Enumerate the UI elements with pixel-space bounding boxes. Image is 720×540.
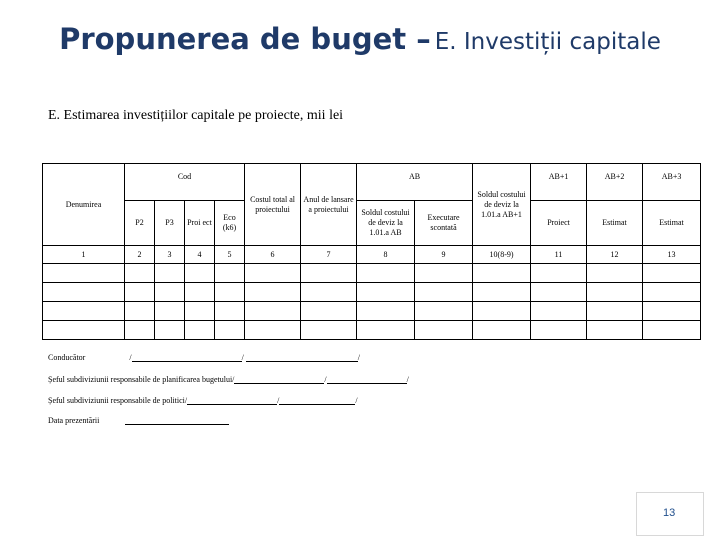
column-number: 13: [643, 246, 701, 264]
header-ab: AB: [357, 164, 473, 201]
column-number: 8: [357, 246, 415, 264]
header-estimat-ab2: Estimat: [587, 201, 643, 246]
column-number: 4: [185, 246, 215, 264]
signature-blank: [234, 374, 324, 384]
header-executare: Executare scontată: [415, 201, 473, 246]
column-number: 9: [415, 246, 473, 264]
column-number: 2: [125, 246, 155, 264]
footer-sef-politici-line: Șeful subdiviziunii responsabile de politici/ / /: [48, 396, 358, 405]
table-caption: E. Estimarea investițiilor capitale pe proiecte, mii lei: [48, 108, 344, 123]
header-proiect-cod: Proi ect: [185, 201, 215, 246]
footer-conducator-line: Conducător / / /: [48, 353, 361, 362]
signature-blank: [187, 395, 277, 405]
header-cod: Cod: [125, 164, 245, 201]
date-blank: [125, 415, 229, 425]
capital-investment-table: [42, 163, 701, 340]
header-p3: P3: [155, 201, 185, 246]
table-row: [43, 302, 701, 321]
column-number: 6: [245, 246, 301, 264]
page-number: 13: [663, 507, 676, 519]
name-blank: [246, 352, 358, 362]
header-anul-lansare: Anul de lansare a proiectului: [301, 164, 357, 246]
column-number: 12: [587, 246, 643, 264]
column-number-row: [43, 246, 701, 264]
header-soldul-ab: Soldul costului de deviz la 1.01.a AB: [357, 201, 415, 246]
title-section: E. Investiții capitale: [434, 29, 661, 55]
label-sef-planificare: Șeful subdiviziunii responsabile de planificarea bugetului: [48, 375, 233, 384]
footer-data-line: [48, 415, 229, 425]
header-ab2: AB+2: [587, 164, 643, 201]
signature-blank: [132, 352, 242, 362]
slide-title: [0, 22, 720, 56]
header-costul-total: Costul total al proiectului: [245, 164, 301, 246]
header-ab3: AB+3: [643, 164, 701, 201]
header-ab1: AB+1: [531, 164, 587, 201]
name-blank: [327, 374, 407, 384]
column-number: 10(8-9): [473, 246, 531, 264]
label-sef-politici: Șeful subdiviziunii responsabile de politici: [48, 396, 185, 405]
column-number: 7: [301, 246, 357, 264]
header-denumirea: Denumirea: [43, 164, 125, 246]
name-blank: [279, 395, 355, 405]
label-conducator: Conducător: [48, 353, 86, 362]
label-data-prezentarii: Data prezentării: [48, 416, 100, 425]
title-main: Propunerea de buget –: [59, 22, 431, 56]
footer-sef-planificare-line: Șeful subdiviziunii responsabile de planificarea bugetului/ / /: [48, 375, 409, 384]
column-number: 3: [155, 246, 185, 264]
header-proiect: Proiect: [531, 201, 587, 246]
header-p2: P2: [125, 201, 155, 246]
table-row: [43, 283, 701, 302]
header-estimat-ab3: Estimat: [643, 201, 701, 246]
column-number: 5: [215, 246, 245, 264]
column-number: 11: [531, 246, 587, 264]
header-soldul-ab1: Soldul costului de deviz la 1.01.a AB+1: [473, 164, 531, 246]
table-row: [43, 264, 701, 283]
table-row: [43, 321, 701, 340]
header-eco: Eco (k6): [215, 201, 245, 246]
column-number: 1: [43, 246, 125, 264]
